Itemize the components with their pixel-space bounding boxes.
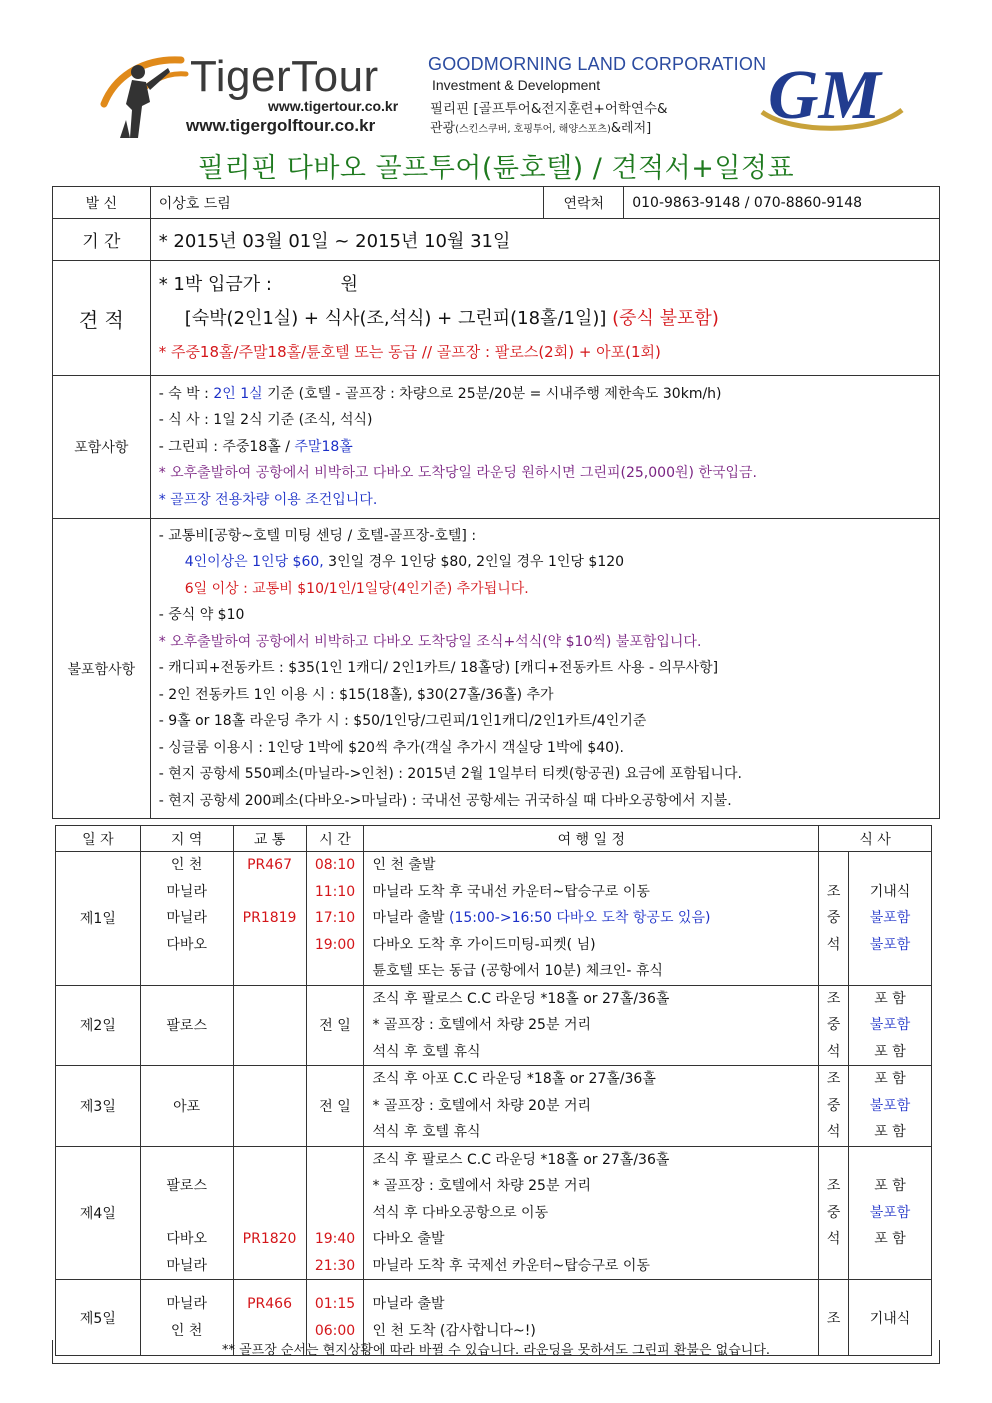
exclude-lunch: - 중식 약 $10 — [158, 607, 245, 624]
contact-label: 연락처 — [544, 187, 624, 219]
meal-kind-cell: 조 중 석 — [819, 1066, 849, 1147]
header-itinerary: 여 행 일 정 — [364, 826, 819, 852]
quote-golf-courses: * 주중18홀/주말18홀/튠호텔 또는 동급 // 골프장 : 팔로스(2회) + 아포(1회) — [158, 343, 661, 361]
meal-cell: 포 함 불포함 포 함 — [849, 1146, 932, 1280]
time-cell: 08:10 11:10 17:10 19:00 — [306, 852, 364, 986]
quote-package: [숙박(2인1실) + 식사(조,석식) + 그린피(18홀/1일)] (중식 불포함) — [184, 308, 719, 329]
exclude-airport-tax-intl: - 현지 공항세 550페소(마닐라->인천) : 2015년 2월 1일부터 티켓(항공권) 요금에 포함됩니다. — [158, 766, 742, 783]
period-label: 기 간 — [53, 219, 151, 261]
quote-price: * 1박 입금가 : 원 — [158, 274, 358, 295]
table-row — [56, 985, 932, 1066]
exclude-transport-extra: 6일 이상 : 교통비 $10/1인/1일당(4인기준) 추가됩니다. — [184, 580, 529, 597]
day-label: 제5일 — [56, 1280, 141, 1356]
header-date: 일 자 — [56, 826, 141, 852]
meal-kind-cell: 조 중 석 — [819, 1146, 849, 1280]
gm-corporation-name: GOODMORNING LAND CORPORATION — [428, 54, 767, 74]
time-cell: 19:40 21:30 — [306, 1146, 364, 1280]
header-meals: 식 사 — [819, 826, 932, 852]
exclude-transport-rates: 4인이상은 1인당 $60, 3인일 경우 1인당 $80, 2인일 경우 1인당 $120 — [184, 554, 625, 571]
quote-info-table — [52, 186, 940, 819]
time-cell: 전 일 — [306, 1066, 364, 1147]
include-note-vehicle: * 골프장 전용차량 이용 조건입니다. — [158, 491, 378, 508]
meal-kind-cell: 조 — [819, 1280, 849, 1356]
day-label: 제1일 — [56, 852, 141, 986]
page-title: 필리핀 다바오 골프투어(튠호텔) / 견적서+일정표 — [197, 153, 795, 184]
plan-cell: 조식 후 아포 C.C 라운딩 *18홀 or 27홀/36홀 * 골프장 : 호텔에서 차량 20분 거리 석식 후 호텔 휴식 — [364, 1066, 819, 1147]
include-greenfee: - 그린피 : 주중18홀 / 주말18홀 — [158, 438, 353, 455]
gm-services-line1: 필리핀 [골프투어&전지훈련+어학연수& — [430, 101, 668, 117]
period-value: * 2015년 03월 01일 ~ 2015년 10월 31일 — [150, 219, 939, 261]
region-cell: 아포 — [140, 1066, 233, 1147]
quote-label: 견 적 — [53, 261, 151, 376]
golfer-logo-icon — [86, 54, 196, 140]
exclude-label: 불포함사항 — [53, 519, 151, 819]
svg-text:GM: GM — [768, 57, 881, 134]
contact-value: 010-9863-9148 / 070-8860-9148 — [624, 187, 940, 219]
tigertour-url: www.tigertour.co.kr — [268, 98, 399, 114]
time-cell: 전 일 — [306, 985, 364, 1066]
exclude-note-meals: * 오후출발하여 공항에서 비박하고 다바오 도착당일 조식+석식(약 $10씩) 불포함입니다. — [158, 633, 702, 650]
header-time: 시 간 — [306, 826, 364, 852]
exclude-airport-tax-domestic: - 현지 공항세 200페소(다바오->마닐라) : 국내선 공항세는 귀국하실 때 다바오공항에서 지불. — [158, 792, 732, 809]
exclude-cart: - 2인 전동카트 1인 이용 시 : $15(18홀), $30(27홀/36홀) 추가 — [158, 686, 554, 703]
letterhead — [52, 48, 940, 140]
gm-logo-icon — [752, 52, 912, 136]
day-label: 제3일 — [56, 1066, 141, 1147]
sender-value: 이상호 드림 — [150, 187, 544, 219]
exclude-extra-round: - 9홀 or 18홀 라운딩 추가 시 : $50/1인당/그린피/1인1캐디/2인1카트/4인기준 — [158, 713, 647, 730]
region-cell: 마닐라 인 천 — [140, 1280, 233, 1356]
tigergolftour-url: www.tigergolftour.co.kr — [186, 116, 376, 135]
plan-cell: 인 천 출발 마닐라 도착 후 국내선 카운터~탑승구로 이동 마닐라 출발 (15:00->16:50 다바오 도착 항공도 있음) 다바오 도착 후 가이드미팅-피켓( 님) 튠호텔 또는 동급 (공항에서 10분) 체크인- 휴식 — [364, 852, 819, 986]
plan-cell: 조식 후 팔로스 C.C 라운딩 *18홀 or 27홀/36홀 * 골프장 : 호텔에서 차량 25분 거리 석식 후 호텔 휴식 — [364, 985, 819, 1066]
header-transport: 교 통 — [233, 826, 306, 852]
exclude-transport: - 교통비[공항~호텔 미팅 센딩 / 호텔-골프장-호텔] : — [158, 527, 477, 544]
region-cell: 팔로스 — [140, 985, 233, 1066]
meal-cell: 포 함 불포함 포 함 — [849, 1066, 932, 1147]
include-lodging: - 숙 박 : 2인 1실 기준 (호텔 - 골프장 : 차량으로 25분/20분 = 시내주행 제한속도 30km/h) — [158, 385, 722, 402]
plan-cell: 마닐라 출발 인 천 도착 (감사합니다~!) — [364, 1280, 819, 1356]
meal-cell: 기내식 불포함 불포함 — [849, 852, 932, 986]
flight-cell: PR466 — [233, 1280, 306, 1356]
table-row — [56, 1066, 932, 1147]
itinerary-footnote: ** 골프장 순서는 현지상황에 따라 바뀔 수 있습니다. 라운딩을 못하셔도 그린피 환불은 없습니다. — [52, 1340, 940, 1364]
include-note-greenfee: * 오후출발하여 공항에서 비박하고 다바오 도착당일 라운딩 원하시면 그린피(25,000원) 한국입금. — [158, 465, 757, 482]
meal-cell: 포 함 불포함 포 함 — [849, 985, 932, 1066]
region-cell: 팔로스 다바오 마닐라 — [140, 1146, 233, 1280]
include-meals: - 식 사 : 1일 2식 기준 (조식, 석식) — [158, 412, 373, 429]
itinerary-table — [55, 825, 932, 1356]
plan-cell: 조식 후 팔로스 C.C 라운딩 *18홀 or 27홀/36홀 * 골프장 : 호텔에서 차량 25분 거리 석식 후 다바오공항으로 이동 다바오 출발 마닐라 도착 후 국제선 카운터~탑승구로 이동 — [364, 1146, 819, 1280]
exclude-single-room: - 싱글룸 이용시 : 1인당 1박에 $20씩 추가(객실 추가시 객실당 1박에 $40). — [158, 739, 624, 756]
meal-kind-cell: 조 중 석 — [819, 852, 849, 986]
include-label: 포함사항 — [53, 376, 151, 519]
exclude-caddie: - 캐디피+전동카트 : $35(1인 1캐디/ 2인1카트/ 18홀당) [캐디+전동카트 사용 - 의무사항] — [158, 660, 719, 677]
sender-label: 발 신 — [53, 187, 151, 219]
gm-services-line2: 관광(스킨스쿠버, 호핑투어, 해양스포츠)&레저] — [430, 121, 652, 136]
gm-tagline: Investment & Development — [432, 77, 601, 93]
flight-cell: PR1820 — [233, 1146, 306, 1280]
meal-cell: 기내식 — [849, 1280, 932, 1356]
meal-kind-cell: 조 중 석 — [819, 985, 849, 1066]
include-details — [150, 376, 939, 519]
tigertour-brand: TigerTour — [190, 52, 379, 101]
exclude-details — [150, 519, 939, 819]
flight-cell: PR467 PR1819 — [233, 852, 306, 986]
day-label: 제2일 — [56, 985, 141, 1066]
header-region: 지 역 — [140, 826, 233, 852]
region-cell: 인 천 마닐라 마닐라 다바오 — [140, 852, 233, 986]
table-row — [56, 1146, 932, 1280]
day-label: 제4일 — [56, 1146, 141, 1280]
time-cell: 01:15 06:00 — [306, 1280, 364, 1356]
flight-cell — [233, 1066, 306, 1147]
table-row — [56, 852, 932, 986]
quote-details — [150, 261, 939, 376]
flight-cell — [233, 985, 306, 1066]
